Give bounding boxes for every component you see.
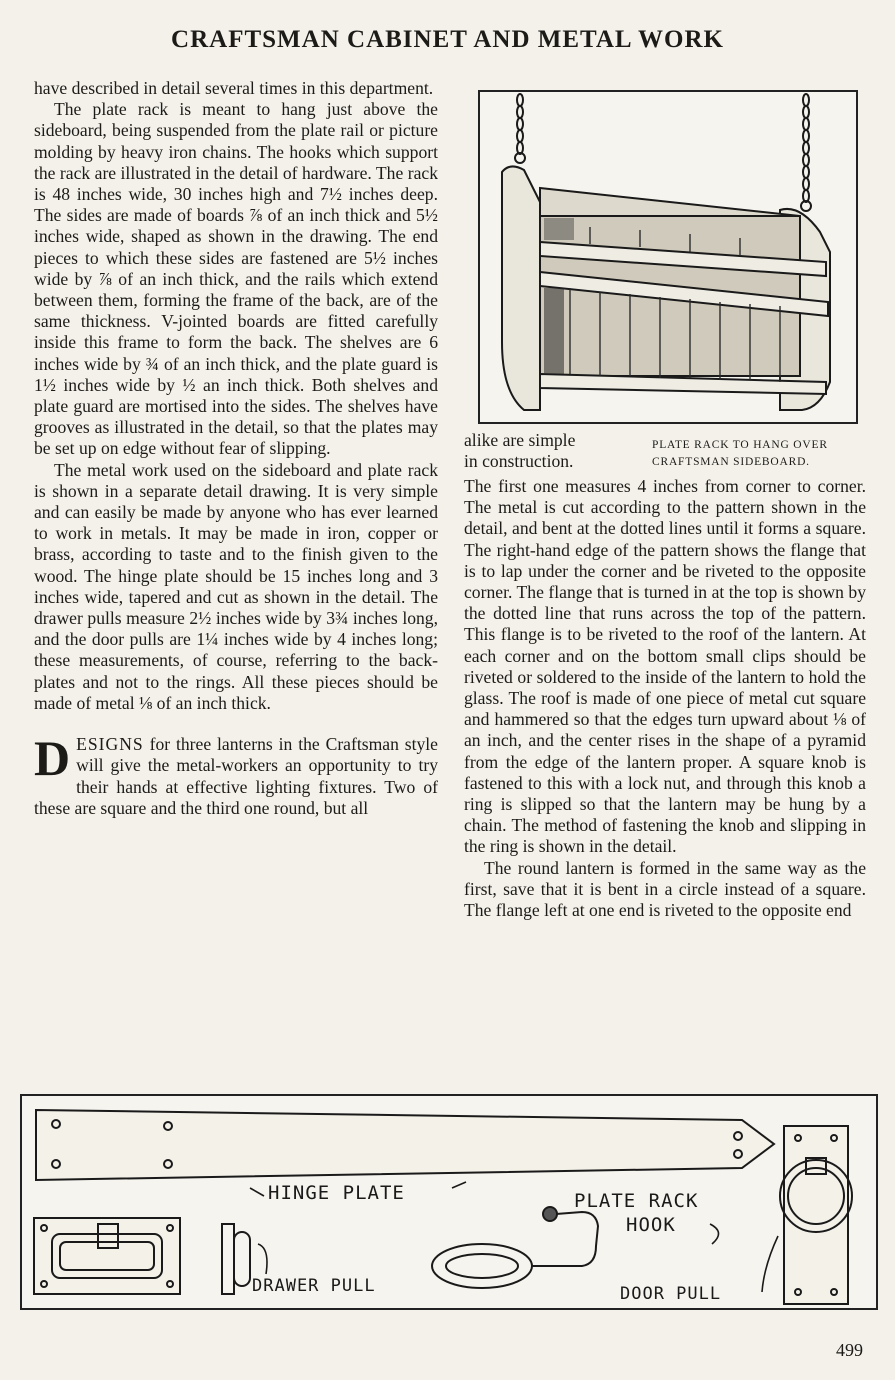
plate-rack-hook-label-line2: HOOK xyxy=(626,1214,676,1236)
paragraph: The plate rack is meant to hang just above the sideboard, being suspended from the plate rail or picture molding by heavy iron chains. The hooks which support the rack are illustrated in the detail of hardware. The rack is 48 inches wide, 30 inches high and 7½ inches deep. The sides are made of boards ⅞ of an inch thick and 5½ inches wide, shaped as shown in the drawing. The end pieces to which these sides are fastened are 5½ inches wide by ⅞ of an inch thick, and the rails which extend between them, forming the frame of the back, are of the same thickness. V-jointed boards are fitted carefully inside this frame to form the back. The shelves are 6 inches wide by ¾ of an inch thick, and the plate guard is 1½ inches wide by ½ an inch thick. Both shelves and plate guard are mortised into the sides. The shelves have grooves as illustrated in the detail, so that the plates may be set up on edge without fear of slipping. xyxy=(34,99,438,459)
plate-rack-illustration xyxy=(478,90,858,424)
drawer-pull-label: DRAWER PULL xyxy=(252,1276,376,1296)
hardware-detail-illustration xyxy=(20,1094,878,1310)
paragraph: have described in detail several times in this department. xyxy=(34,78,434,98)
caption-line: PLATE RACK TO HANG OVER xyxy=(652,439,828,451)
left-chain xyxy=(515,94,525,163)
page-title: CRAFTSMAN CABINET AND METAL WORK xyxy=(171,26,724,53)
plate-rack-hook-label-line1: PLATE RACK xyxy=(574,1190,699,1212)
hardware-drawing xyxy=(22,1096,876,1308)
figure-caption xyxy=(652,437,882,471)
paragraph: The first one measures 4 inches from corner to corner. The metal is cut according to the pattern shown in the detail, and bent at the dotted lines until it forms a square. The right-hand edge of the pattern shows the flange that is to lap under the corner and be riveted to the opposite corner. The flange that is turned in at the top is shown by the dotted line that runs across the top of the pattern. This flange is to be riveted to the roof of the lantern. At each corner and on the bottom small clips should be riveted or soldered to the inside of the lantern to hold the glass. The roof is made of one piece of metal cut square and hammered so that the edges turn upward about ⅛ of an inch, and the center rises in the shape of a pyramid from the edge of the lantern proper. A square knob is fastened to this with a lock nut, and through this knob a ring is slipped so that the lantern may be hung by a chain. The method of fastening the knob and slipping in the ring is shown in the detail. xyxy=(464,476,866,857)
right-column xyxy=(464,476,866,921)
left-column xyxy=(34,78,438,819)
paragraph-text: for three lanterns in the Craftsman style will give the metal-workers an opportunity to try their hands at effective lighting fixtures. Two of these are square and the third one round, but all xyxy=(34,734,438,818)
text-line: in construction. xyxy=(464,451,574,472)
caption-line: CRAFTSMAN SIDEBOARD. xyxy=(652,456,810,468)
small-caps-lead: ESIGNS xyxy=(76,734,144,755)
plate-rack-drawing xyxy=(480,92,856,422)
drop-cap: D xyxy=(34,730,71,787)
hinge-plate-label: HINGE PLATE xyxy=(268,1182,405,1204)
page-number: 499 xyxy=(836,1340,863,1360)
hinge-plate-shape xyxy=(36,1110,774,1180)
right-chain xyxy=(801,94,811,211)
split-text xyxy=(464,430,644,472)
door-pull-label: DOOR PULL xyxy=(620,1284,722,1304)
paragraph: The round lantern is formed in the same way as the first, save that it is bent in a circle instead of a square. The flange left at one end is riveted to the opposite end xyxy=(464,857,866,921)
text-line: alike are simple xyxy=(464,430,576,450)
lantern-intro-paragraph xyxy=(34,730,438,819)
paragraph: The metal work used on the sideboard and plate rack is shown in a separate detail drawing. It is very simple and can easily be made by anyone who has ever learned to work in metals. It may be made in iron, copper or brass, according to taste and to the finish given to the wood. The hinge plate should be 15 inches long and 3 inches wide, tapered and cut as shown in the detail. The drawer pulls measure 2½ inches wide by 3¾ inches long, and the door pulls are 1¼ inches wide by 4 inches long; these measurements, of course, referring to the back-plates and not to the rings. All these pieces should be made of metal ⅛ of an inch thick. xyxy=(34,459,438,713)
